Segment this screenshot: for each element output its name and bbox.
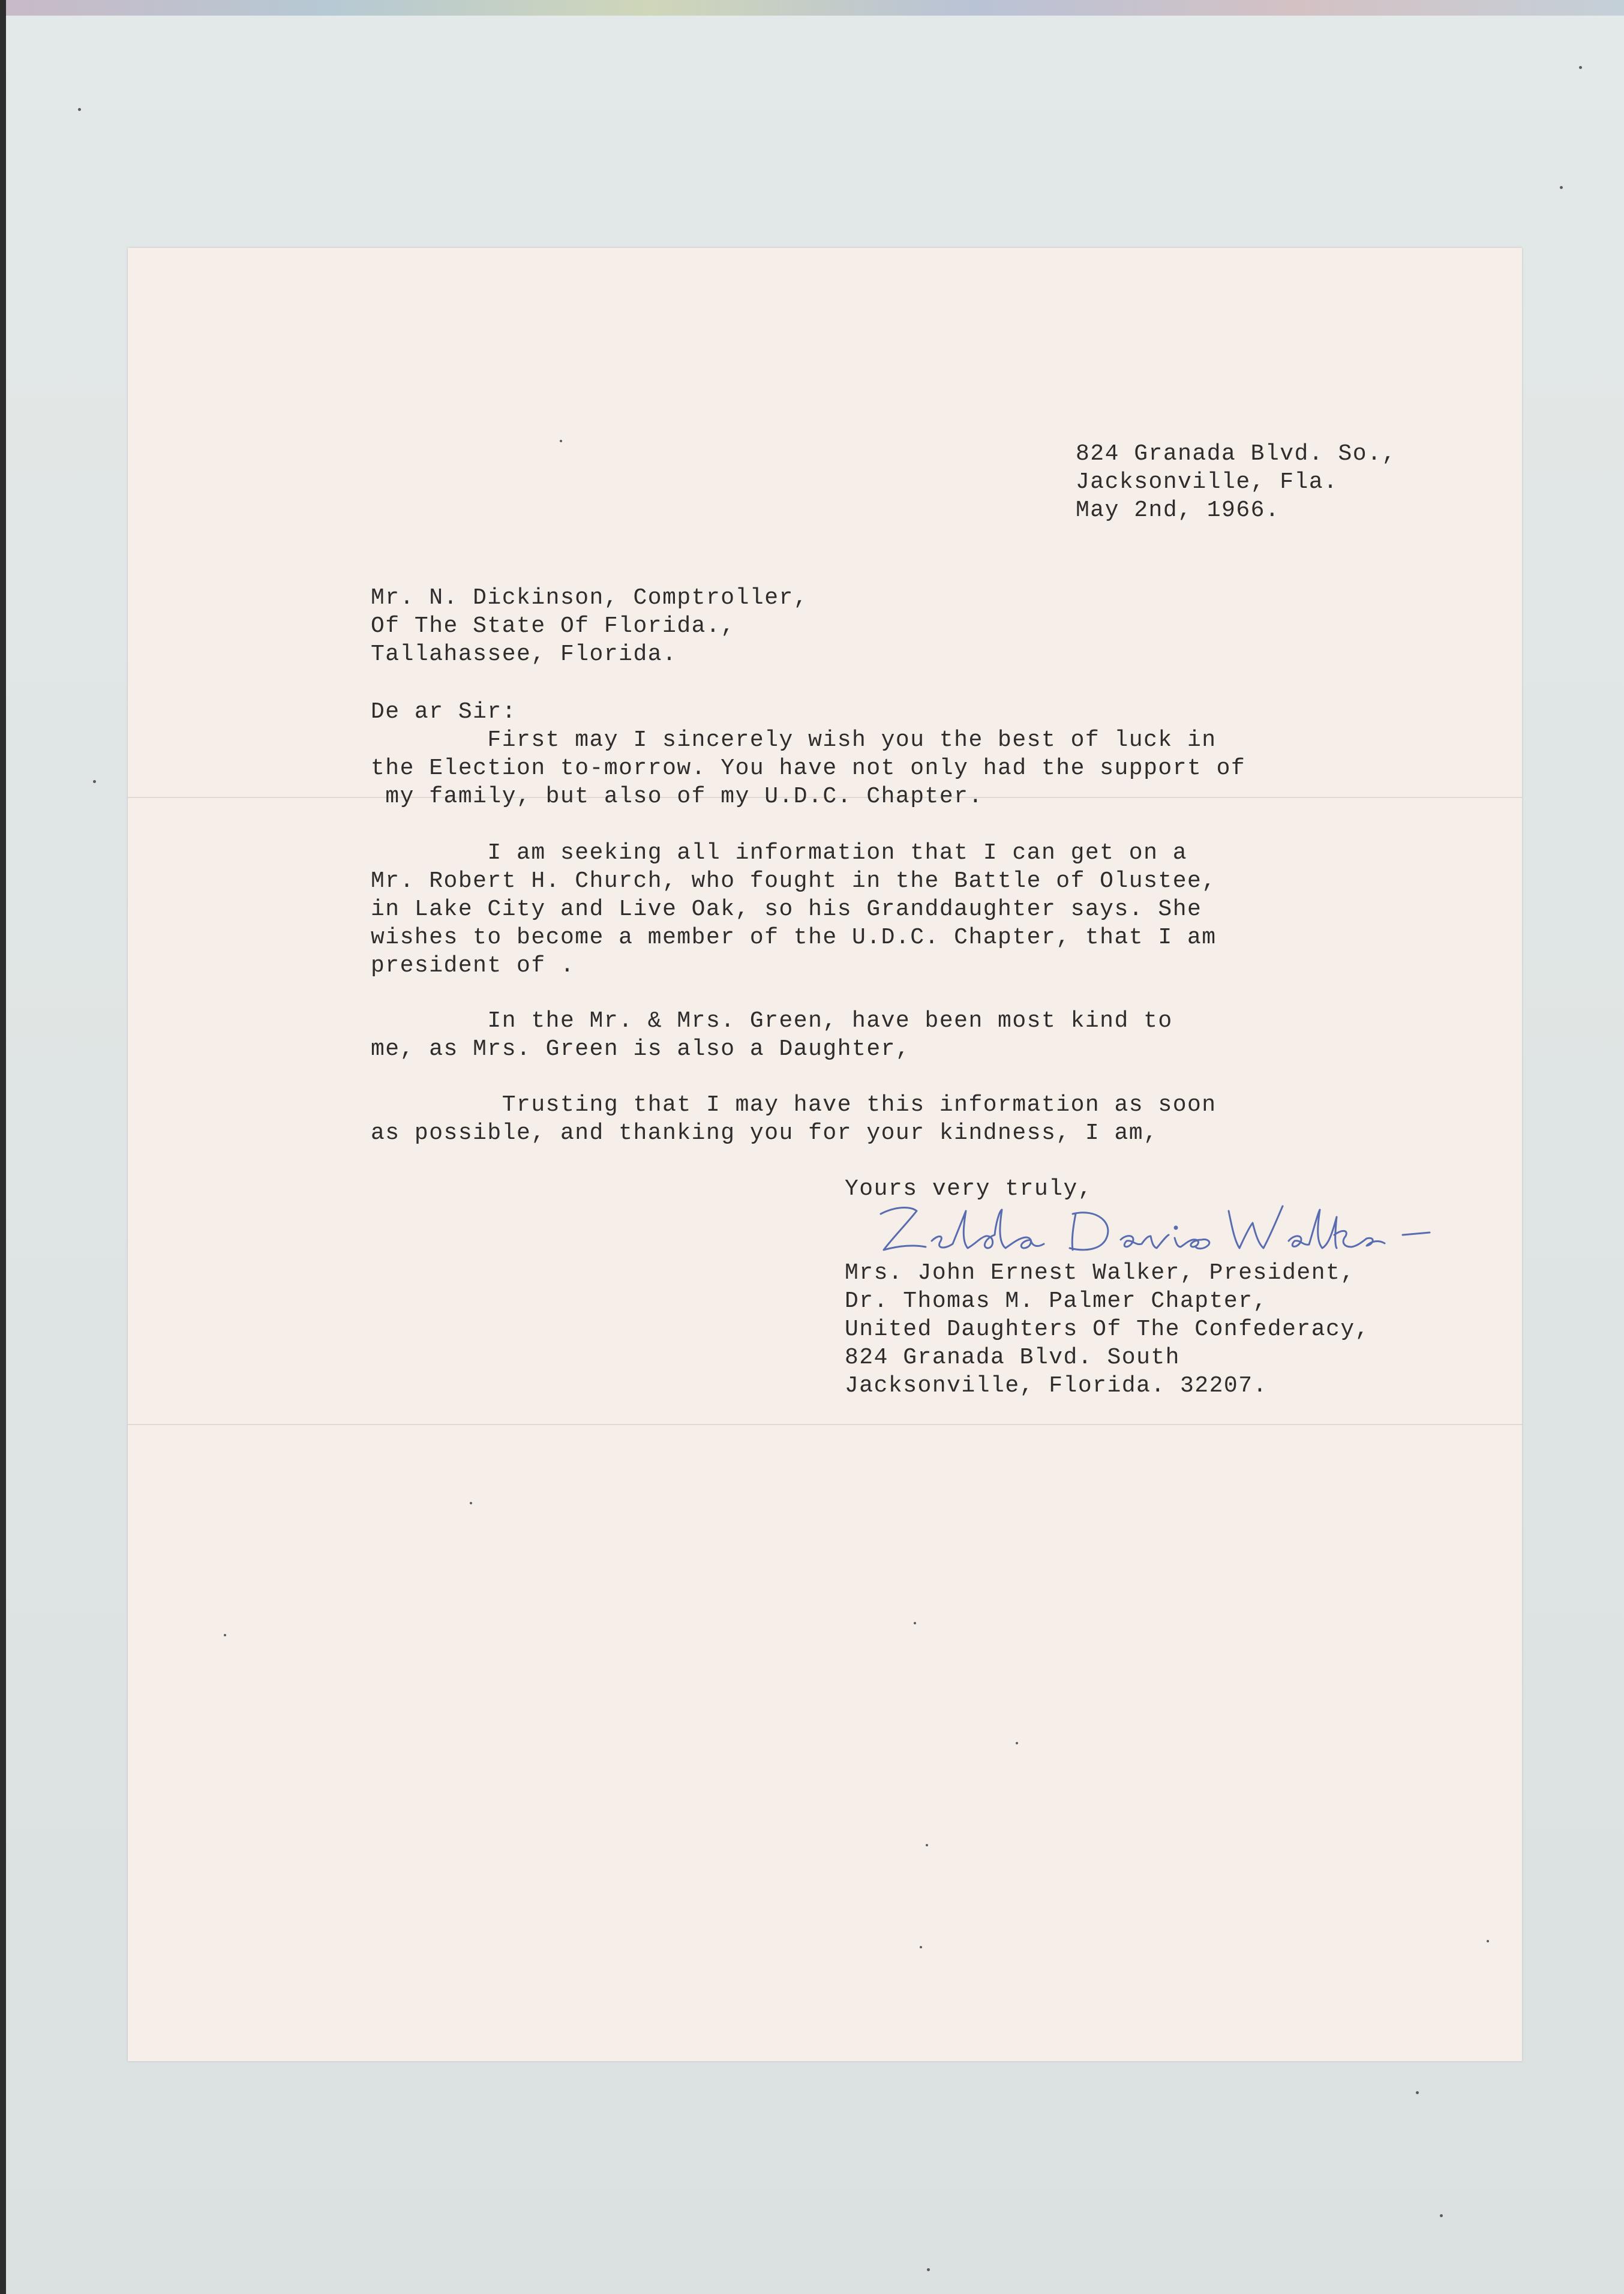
letter-page [128, 248, 1522, 2061]
body-line: as possible, and thanking you for your kindness, I am, [371, 1120, 1158, 1146]
body-line: I am seeking all information that I can get on a [371, 840, 1188, 866]
paper-speck [560, 440, 562, 442]
recipient-line: Tallahassee, Florida. [371, 641, 677, 667]
paper-speck [1487, 1940, 1489, 1942]
body-line: my family, but also of my U.D.C. Chapter. [371, 784, 983, 809]
body-line: president of . [371, 953, 575, 979]
body-line: in Lake City and Live Oak, so his Granddaughter says. She [371, 896, 1202, 922]
dust-speck [1560, 186, 1563, 189]
scan-top-edge [0, 0, 1624, 16]
body-line: me, as Mrs. Green is also a Daughter, [371, 1036, 911, 1062]
return-address-line: Jacksonville, Fla. [1076, 469, 1338, 495]
signature-block-line: Mrs. John Ernest Walker, President, [845, 1260, 1355, 1286]
signature-block-line: Dr. Thomas M. Palmer Chapter, [845, 1288, 1268, 1314]
body-line: Mr. Robert H. Church, who fought in the Battle of Olustee, [371, 868, 1217, 894]
paper-speck [920, 1946, 922, 1948]
dust-speck [1579, 66, 1582, 69]
signature-block-line: United Daughters Of The Confederacy, [845, 1317, 1370, 1342]
dust-speck [78, 108, 81, 111]
body-line: In the Mr. & Mrs. Green, have been most kind to [371, 1008, 1173, 1034]
dust-speck [1416, 2091, 1419, 2094]
paper-speck [926, 1844, 928, 1846]
scan-left-edge [0, 0, 6, 2294]
paper-speck [1016, 1742, 1018, 1744]
recipient-line: Of The State Of Florida., [371, 613, 736, 639]
dust-speck [1440, 2214, 1443, 2217]
dust-speck [93, 780, 96, 783]
return-address-line: 824 Granada Blvd. So., [1076, 441, 1397, 467]
body-line: the Election to-morrow. You have not only had the support of [371, 755, 1246, 781]
paper-speck [914, 1622, 916, 1624]
body-line: Trusting that I may have this information as soon [371, 1092, 1217, 1118]
dust-speck [927, 2268, 930, 2271]
letter-date: May 2nd, 1966. [1076, 497, 1280, 523]
paper-speck [224, 1634, 226, 1636]
salutation: De ar Sir: [371, 699, 517, 725]
signature-block-line: Jacksonville, Florida. 32207. [845, 1373, 1268, 1399]
body-line: First may I sincerely wish you the best of luck in [371, 727, 1217, 753]
fold-line [128, 1424, 1522, 1425]
handwritten-signature [869, 1193, 1445, 1265]
recipient-line: Mr. N. Dickinson, Comptroller, [371, 585, 809, 611]
paper-speck [470, 1502, 472, 1504]
body-line: wishes to become a member of the U.D.C. Chapter, that I am [371, 925, 1217, 950]
signature-block-line: 824 Granada Blvd. South [845, 1345, 1180, 1371]
closing: Yours very truly, [845, 1176, 1093, 1202]
